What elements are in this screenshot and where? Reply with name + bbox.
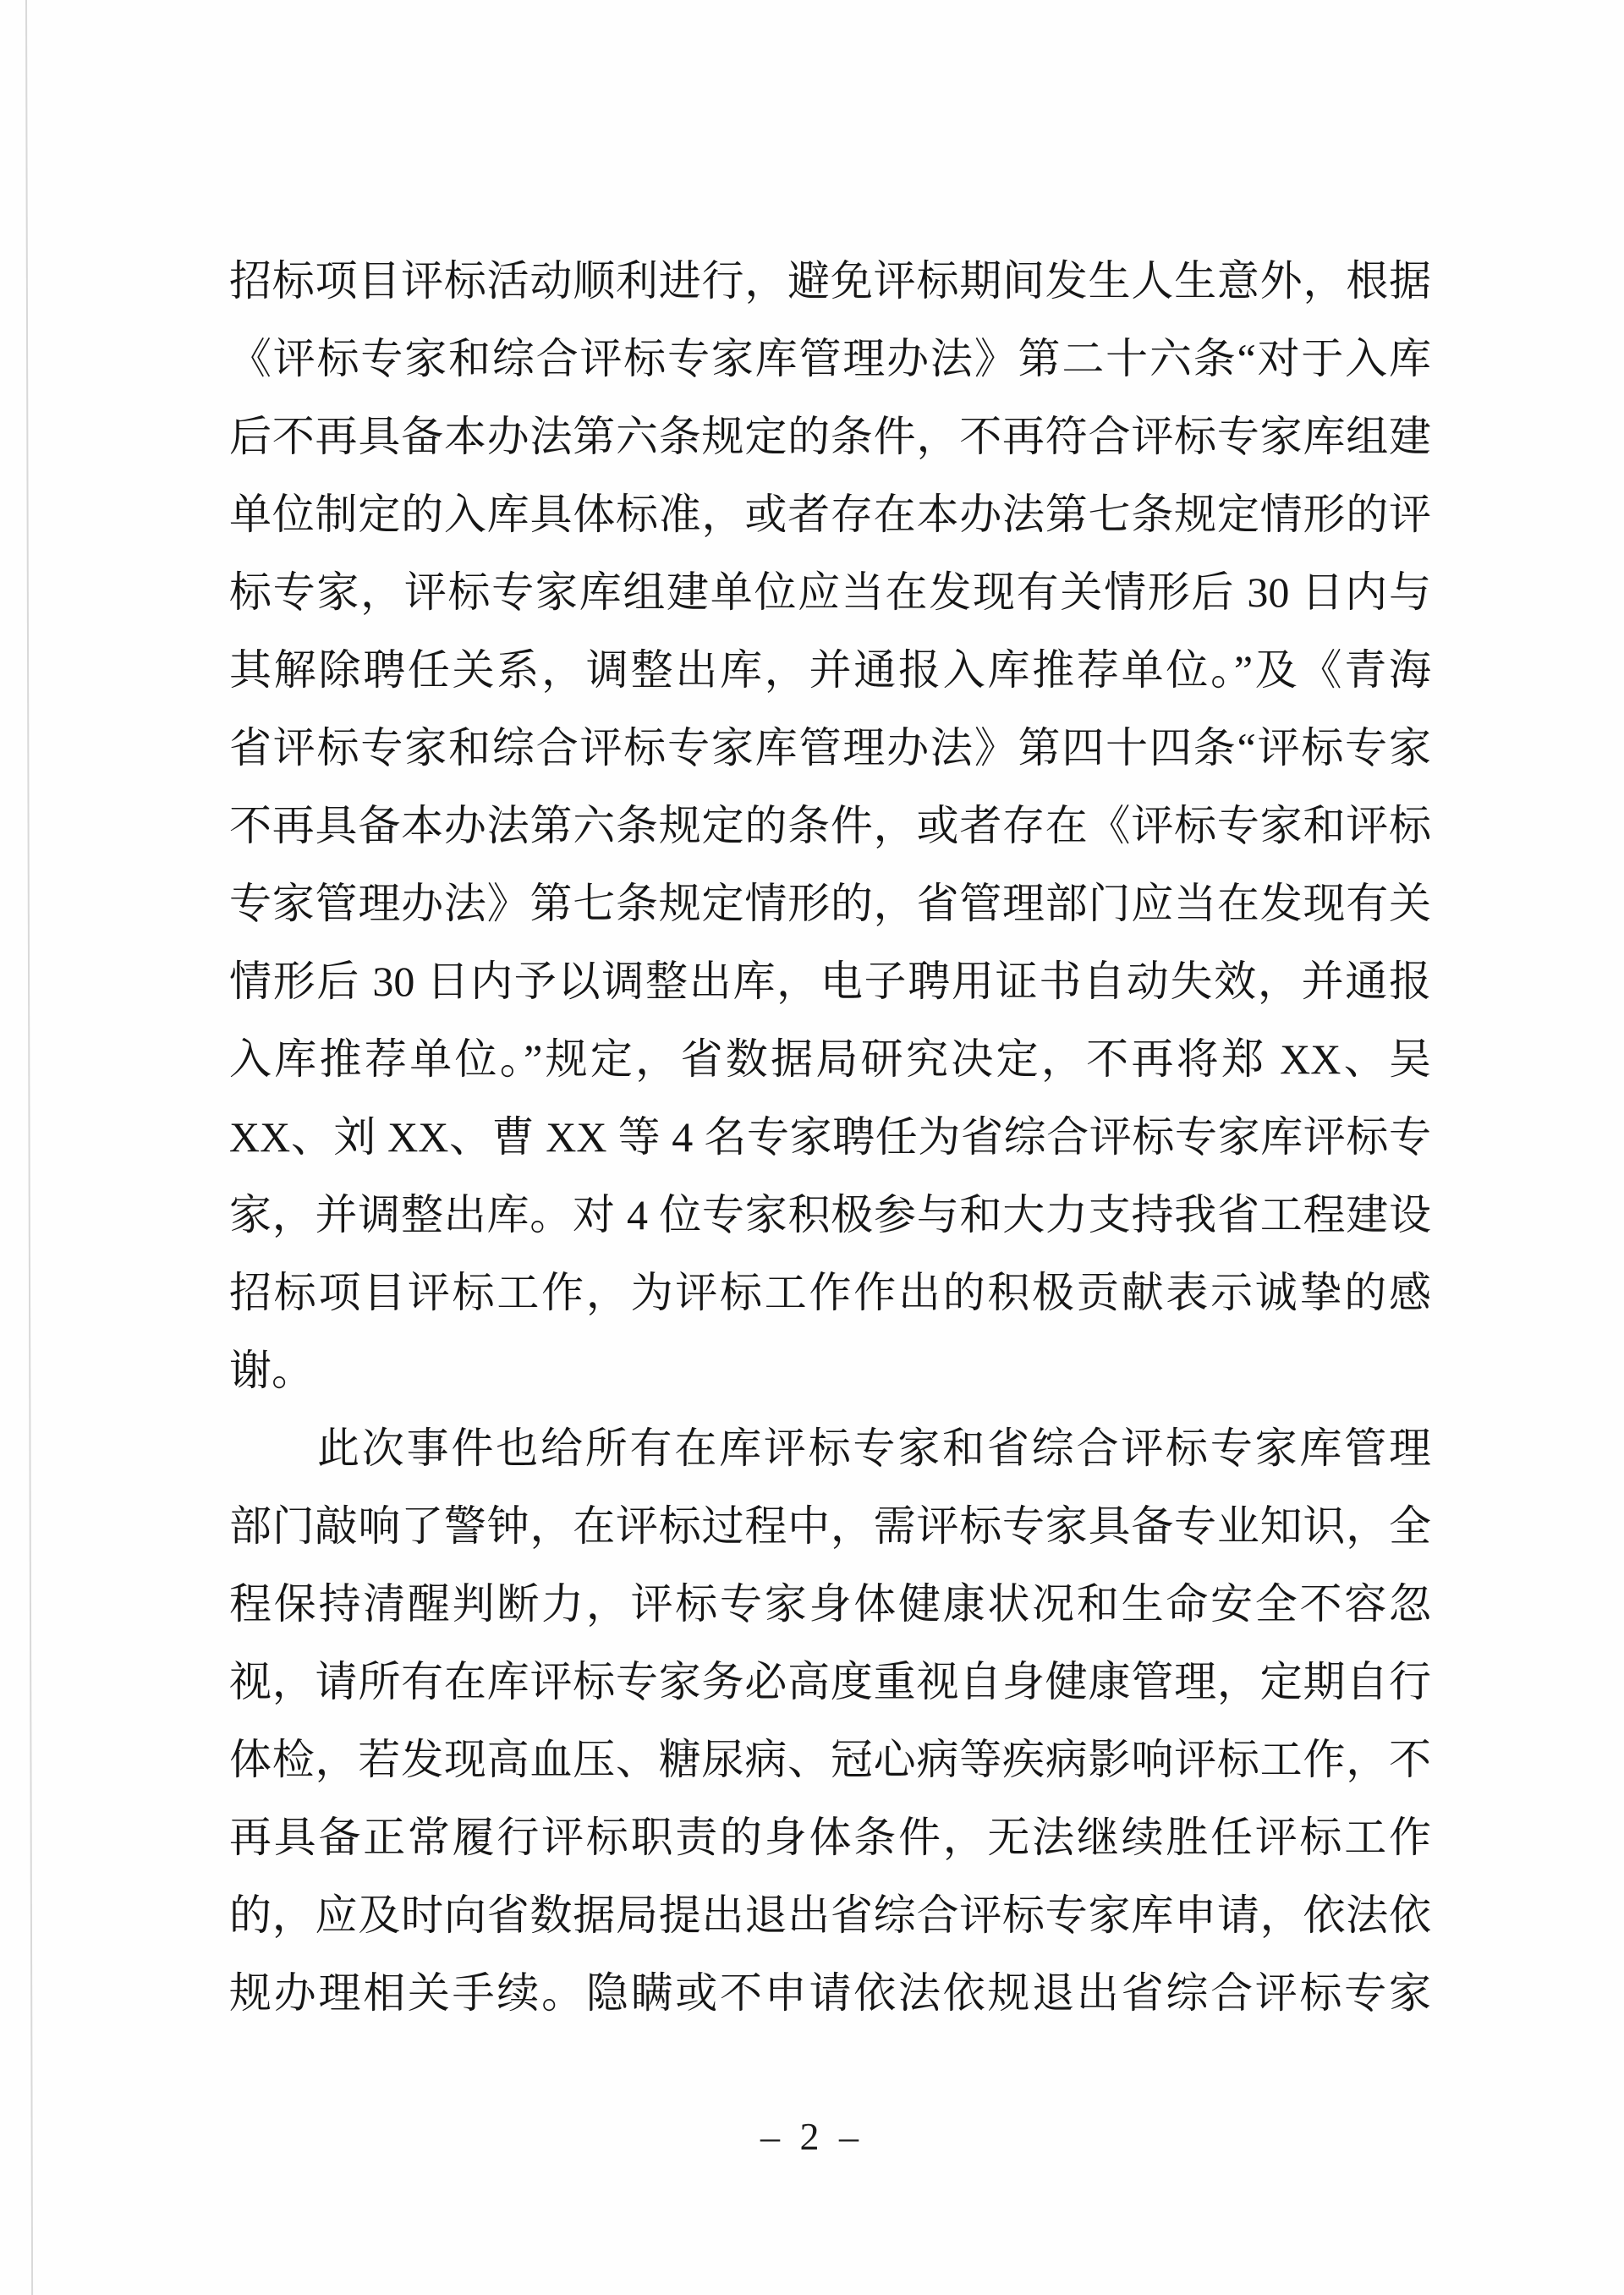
text-line: 省评标专家和综合评标专家库管理办法》第四十四条“评标专家 xyxy=(229,724,1431,771)
text-line: 规办理相关手续。隐瞒或不申请依法依规退出省综合评标专家 xyxy=(229,1969,1431,2017)
text-line: 入库推荐单位。”规定，省数据局研究决定，不再将郑 XX、吴 xyxy=(229,1035,1431,1083)
text-line: 部门敲响了警钟，在评标过程中，需评标专家具备专业知识，全 xyxy=(229,1502,1431,1550)
document-body xyxy=(229,242,1431,2032)
text-line: 专家管理办法》第七条规定情形的，省管理部门应当在发现有关 xyxy=(229,880,1431,927)
text-line: 情形后 30 日内予以调整出库，电子聘用证书自动失效，并通报 xyxy=(229,958,1431,1005)
text-line: 视，请所有在库评标专家务必高度重视自身健康管理，定期自行 xyxy=(229,1658,1431,1705)
page-number: – 2 – xyxy=(760,2115,864,2158)
text-line: 后不再具备本办法第六条规定的条件，不再符合评标专家库组建 xyxy=(229,413,1431,460)
text-line: 家，并调整出库。对 4 位专家积极参与和大力支持我省工程建设 xyxy=(229,1191,1431,1238)
scan-edge-artifact xyxy=(25,0,33,2295)
text-line: 招标项目评标工作，为评标工作作出的积极贡献表示诚挚的感 xyxy=(229,1269,1431,1316)
text-line: 不再具备本办法第六条规定的条件，或者存在《评标专家和评标 xyxy=(229,802,1431,849)
text-line: 其解除聘任关系，调整出库，并通报入库推荐单位。”及《青海 xyxy=(229,646,1431,694)
text-line: 招标项目评标活动顺利进行，避免评标期间发生人生意外，根据 xyxy=(229,257,1431,305)
text-line: XX、刘 XX、曹 XX 等 4 名专家聘任为省综合评标专家库评标专 xyxy=(229,1113,1431,1161)
text-line: 的，应及时向省数据局提出退出省综合评标专家库申请，依法依 xyxy=(229,1891,1431,1939)
text-line: 标专家，评标专家库组建单位应当在发现有关情形后 30 日内与 xyxy=(229,568,1431,616)
text-line: 程保持清醒判断力，评标专家身体健康状况和生命安全不容忽 xyxy=(229,1580,1431,1628)
text-line: 体检，若发现高血压、糖尿病、冠心病等疾病影响评标工作，不 xyxy=(229,1736,1431,1783)
text-line: 单位制定的入库具体标准，或者存在本办法第七条规定情形的评 xyxy=(229,491,1431,538)
text-line: 再具备正常履行评标职责的身体条件，无法继续胜任评标工作 xyxy=(229,1814,1431,1861)
text-line: 此次事件也给所有在库评标专家和省综合评标专家库管理 xyxy=(317,1425,1431,1472)
text-line: 谢。 xyxy=(229,1347,314,1394)
text-line: 《评标专家和综合评标专家库管理办法》第二十六条“对于入库 xyxy=(229,335,1431,382)
